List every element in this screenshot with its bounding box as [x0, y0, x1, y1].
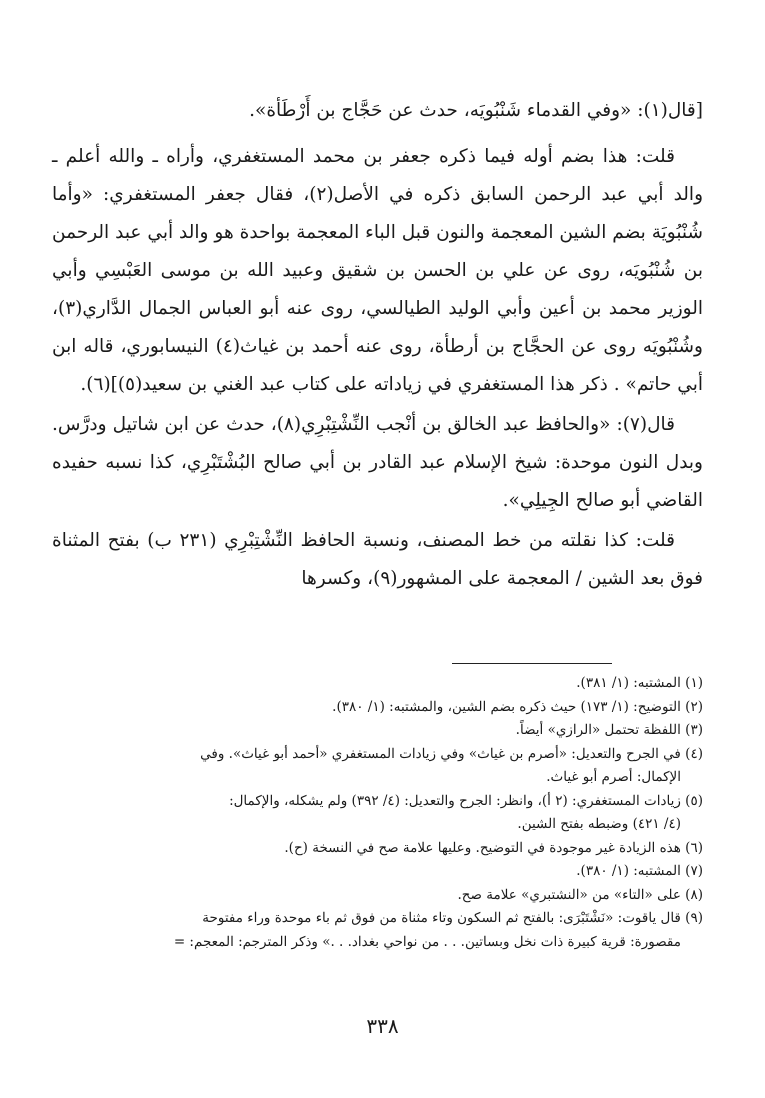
paragraph-4-start: قلت: كذا نقلته من خط المصنف، ونسبة الحافظ النِّشْتِبْرِي	[224, 530, 675, 551]
footnote-1: (١) المشتبه: (١/ ٣٨١).	[576, 675, 703, 691]
footnote-5-continued: (٤/ ٤٢١) وضبطه بفتح الشين.	[517, 816, 681, 832]
footnote-8: (٨) على «التاء» من «النشتبري» علامة صح.	[457, 886, 703, 903]
footnote-6: (٦) هذه الزيادة غير موجودة في التوضيح. وعليها علامة صح في النسخة (ح).	[284, 839, 703, 856]
main-text-body	[52, 92, 703, 598]
footnote-9-continued: مقصورة: قرية كبيرة ذات نخل وبساتين. . . من نواحي بغداد. . .» وذكر المترجم: المعجم: =	[173, 933, 681, 950]
footnote-4: (٤) في الجرح والتعديل: «أصرم بن غياث» وفي زيادات المستغفري «أحمد أبو غياث». وفي	[200, 745, 703, 762]
footnote-7: (٧) المشتبه: (١/ ٣٨٠).	[576, 863, 703, 879]
paragraph-4	[52, 522, 703, 598]
footnote-2: (٢) التوضيح: (١/ ١٧٣) حيث ذكره بضم الشين، والمشتبه: (١/ ٣٨٠).	[332, 698, 703, 715]
footnote-divider	[452, 663, 612, 664]
paragraph-4-end: بفتح المثناة فوق بعد الشين / المعجمة على المشهور(٩)، وكسرها	[52, 530, 703, 589]
manuscript-page-ref: (٢٣١ ب)	[147, 530, 217, 551]
footnote-4-continued: الإكمال: أصرم أبو غياث.	[546, 769, 681, 785]
paragraph-2: قلت: هذا بضم أوله فيما ذكره جعفر بن محمد المستغفري، وأراه ـ والله أعلم ـ والد أبي عبد الرحمن السابق ذكره في الأصل(٢)، فقال جعفر المستغفري: «وأما شُنْبُويَة بضم الشين المعجمة والنون قبل الباء المعجمة بواحدة هو والد أبي عبد الرحمن بن شُنْبُويَه، روى عن علي بن الحسن بن شقيق وعبيد الله بن موسى العَبْسِي وأبي الوزير محمد بن أعين وأبي الوليد الطيالسي، روى عنه أبو العباس الجمال الدَّاري(٣)، وشُنْبُويَه روى عن الحجَّاج بن أرطأة، روى عنه أحمد بن غياث(٤) النيسابوري، قاله ابن أبي حاتم» . ذكر هذا المستغفري في زياداته على كتاب عبد الغني بن سعيد(٥)](٦).	[52, 146, 703, 395]
footnote-9: (٩) قال ياقوت: «نَشْتَبْرَى: بالفتح ثم السكون وتاء مثناة من فوق ثم باء موحدة وراء مفتوحة	[202, 910, 703, 926]
footnote-3: (٣) اللفظة تحتمل «الرازي» أيضاً.	[515, 722, 703, 738]
page-number: ٣٣٨	[366, 1014, 399, 1038]
paragraph-3: قال(٧): «والحافظ عبد الخالق بن أنْجب النِّشْتِبْرِي(٨)، حدث عن ابن شاتيل ودرَّس. وبدل النون موحدة: شيخ الإسلام عبد القادر بن أبي صالح البُشْتَبْرِي، كذا نسبه حفيده القاضي أبو صالح الجِيلِي».	[52, 414, 703, 511]
footnote-5: (٥) زيادات المستغفري: (٢ أ)، وانظر: الجرح والتعديل: (٤/ ٣٩٢) ولم يشكله، والإكمال:	[229, 792, 703, 809]
footnotes	[40, 672, 703, 954]
paragraph-1: [قال(١): «وفي القدماء شَنْبُويَه، حدث عن حَجَّاج بن أَرْطَأة».	[249, 100, 703, 121]
